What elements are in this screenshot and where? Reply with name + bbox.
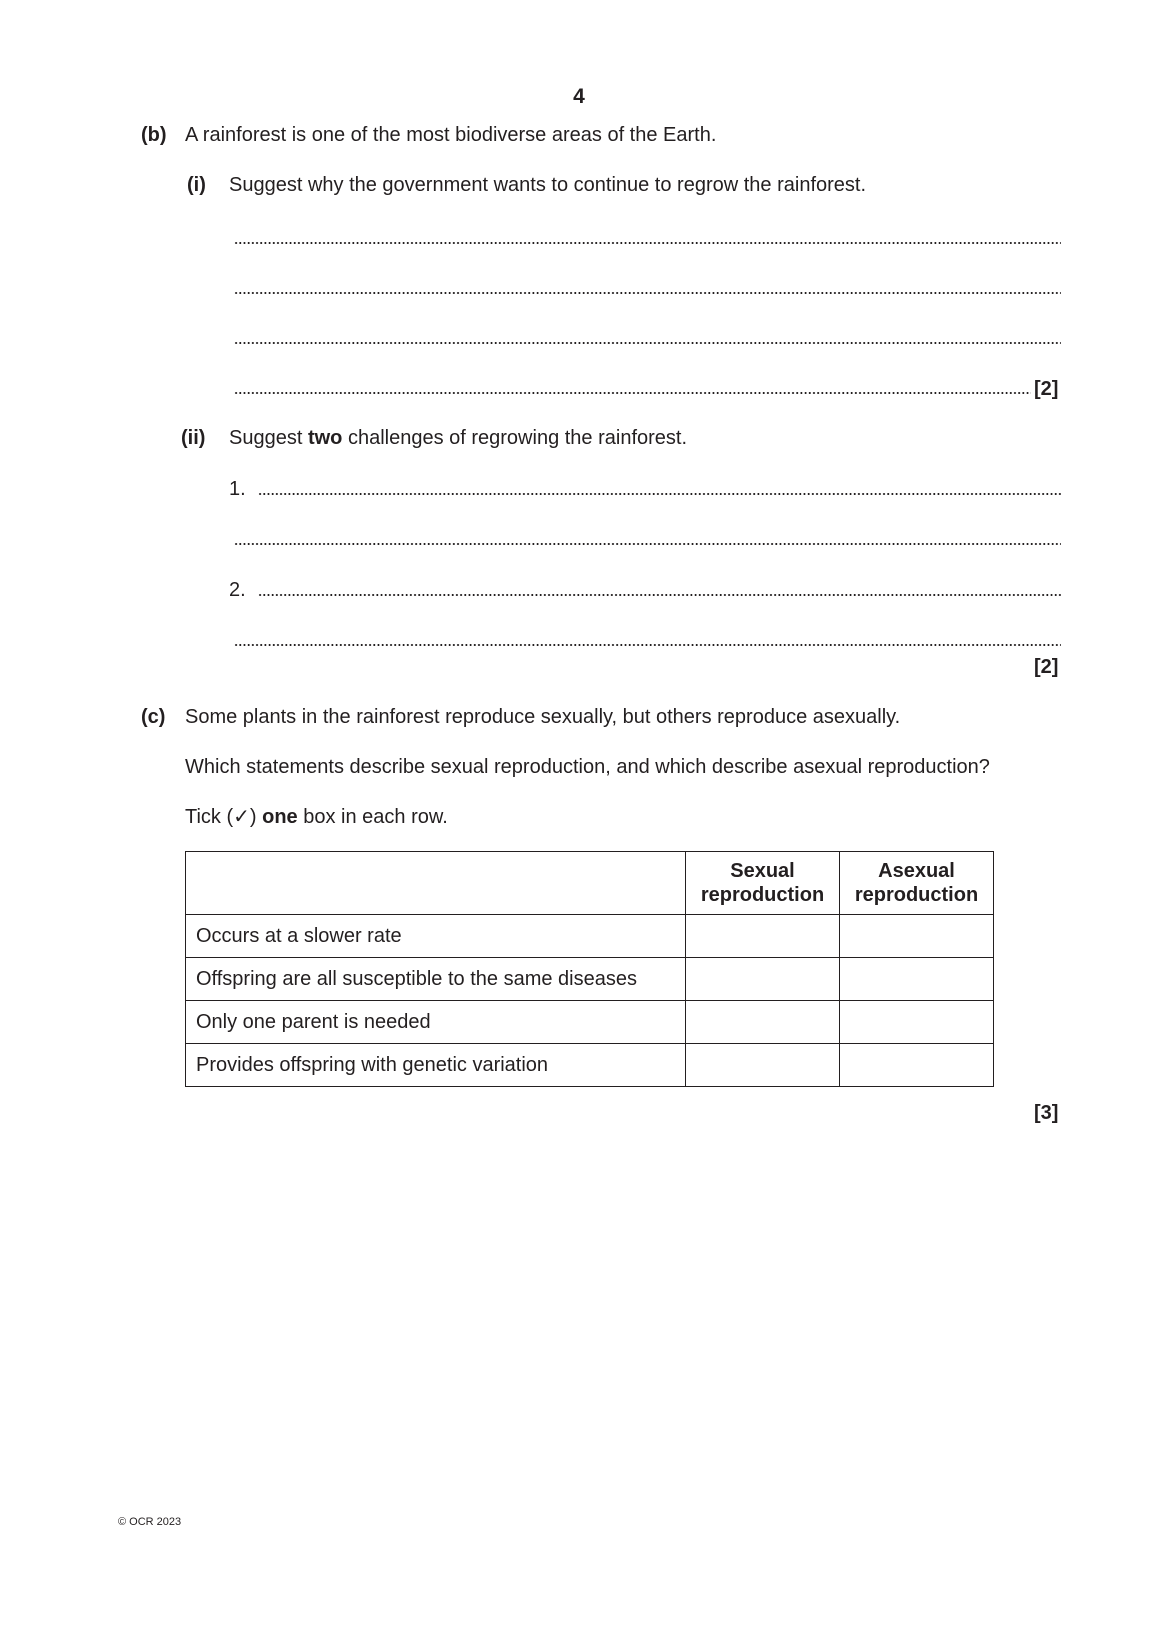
copyright-footer: © OCR 2023	[118, 1516, 182, 1528]
part-b-ii-text	[229, 426, 687, 450]
header-sexual-line1: Sexual	[730, 860, 795, 882]
instruction-before: Tick (✓)	[185, 806, 263, 828]
part-b-label: (b)	[141, 124, 167, 146]
table-row	[186, 1044, 994, 1087]
reproduction-table	[185, 851, 994, 1087]
part-b-ii-text-after: challenges of regrowing the rainforest.	[342, 427, 688, 449]
part-b-ii-text-bold: two	[307, 427, 343, 449]
table-header-sexual	[686, 852, 840, 915]
tick-box-sexual[interactable]	[686, 1044, 840, 1087]
table-row	[186, 958, 994, 1001]
item-number-1: 1.	[229, 478, 246, 500]
part-b-i-label: (i)	[187, 174, 206, 196]
tick-box-asexual[interactable]	[840, 1001, 994, 1044]
table-header-blank	[186, 852, 686, 915]
part-c-text: Some plants in the rainforest reproduce sexually, but others reproduce asexually.	[185, 706, 901, 728]
part-c-instruction	[185, 805, 448, 829]
table-header-asexual	[840, 852, 994, 915]
tick-box-asexual[interactable]	[840, 915, 994, 958]
marks-b-ii: [2]	[1034, 656, 1059, 678]
part-c-label: (c)	[141, 706, 166, 728]
answer-line-b-ii-1b[interactable]	[234, 524, 1061, 548]
tick-box-sexual[interactable]	[686, 958, 840, 1001]
answer-line-b-ii-2b[interactable]	[234, 625, 1061, 649]
header-asexual-line2: reproduction	[854, 884, 979, 906]
answer-line-b-i-1[interactable]	[234, 223, 1061, 247]
part-c-question: Which statements describe sexual reproduction, and which describe asexual reproduction?	[185, 756, 990, 778]
tick-box-asexual[interactable]	[840, 1044, 994, 1087]
tick-box-sexual[interactable]	[686, 1001, 840, 1044]
instruction-bold: one	[262, 806, 298, 828]
tick-box-asexual[interactable]	[840, 958, 994, 1001]
tick-box-sexual[interactable]	[686, 915, 840, 958]
statement-cell: Only one parent is needed	[186, 1001, 686, 1044]
table-row	[186, 915, 994, 958]
answer-line-b-i-4[interactable]	[234, 373, 1031, 397]
part-b-text: A rainforest is one of the most biodiverse areas of the Earth.	[185, 124, 717, 146]
marks-c: [3]	[1034, 1102, 1059, 1124]
marks-b-i: [2]	[1034, 378, 1059, 400]
page-number: 4	[573, 85, 585, 108]
header-asexual-line1: Asexual	[878, 860, 955, 882]
statement-cell: Occurs at a slower rate	[186, 915, 686, 958]
answer-line-b-i-2[interactable]	[234, 273, 1061, 297]
item-number-2: 2.	[229, 579, 246, 601]
instruction-after: box in each row.	[297, 806, 448, 828]
statement-cell: Offspring are all susceptible to the same diseases	[186, 958, 686, 1001]
header-sexual-line2: reproduction	[700, 884, 825, 906]
answer-line-b-ii-1a[interactable]	[258, 474, 1061, 498]
part-b-i-text: Suggest why the government wants to continue to regrow the rainforest.	[229, 174, 867, 196]
part-b-ii-text-before: Suggest	[229, 427, 308, 449]
answer-line-b-ii-2a[interactable]	[258, 575, 1061, 599]
table-row	[186, 1001, 994, 1044]
table-header-row	[186, 852, 994, 915]
part-b-ii-label: (ii)	[181, 427, 206, 449]
statement-cell: Provides offspring with genetic variation	[186, 1044, 686, 1087]
answer-line-b-i-3[interactable]	[234, 323, 1061, 347]
